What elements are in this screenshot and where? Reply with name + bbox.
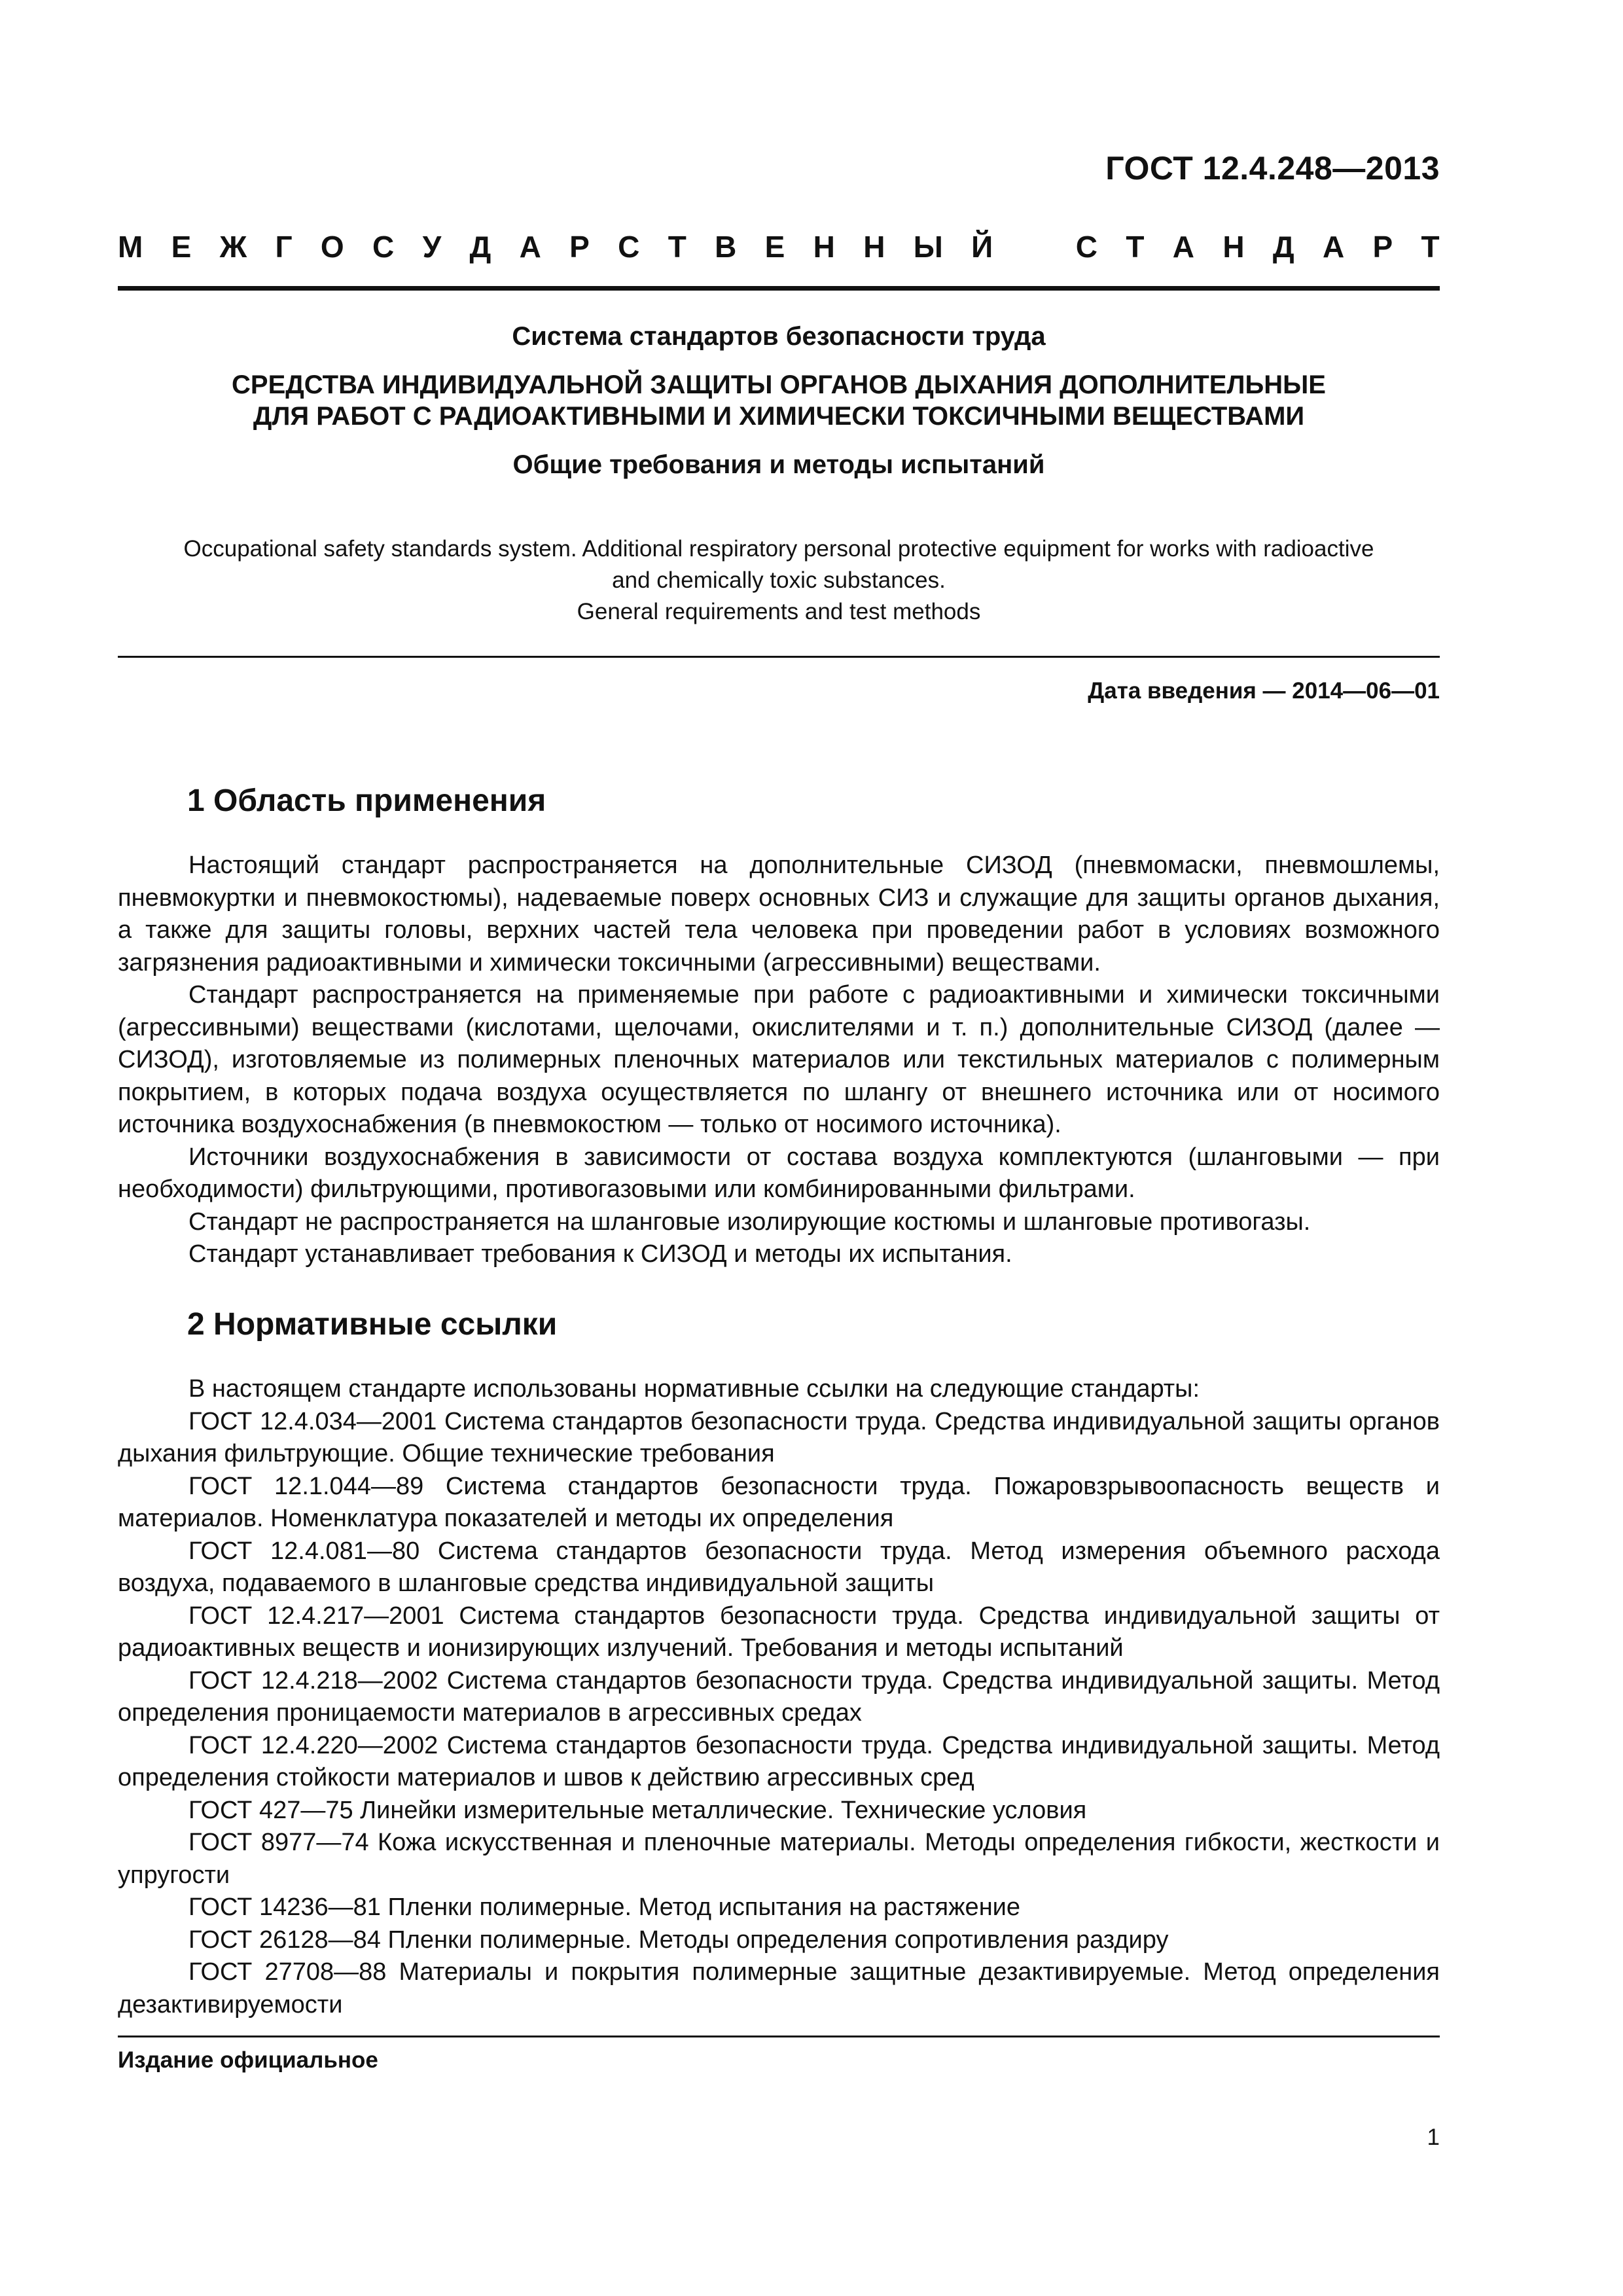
reference-item: ГОСТ 12.1.044—89 Система стандартов безопасности труда. Пожаровзрывоопасность веществ и материалов. Номенклатура показателей и методы их определения: [118, 1472, 1440, 1532]
reference-item: ГОСТ 14236—81 Пленки полимерные. Метод испытания на растяжение: [188, 1893, 1021, 1921]
doc-type-letter: С: [372, 230, 395, 264]
doc-type-letter: Е: [171, 230, 192, 264]
doc-type-letter: Н: [813, 230, 835, 264]
reference-item: ГОСТ 12.4.217—2001 Система стандартов безопасности труда. Средства индивидуальной защиты от радиоактивных веществ и ионизирующих излучений. Требования и методы испытаний: [118, 1602, 1440, 1662]
doc-type-letter: А: [519, 230, 541, 264]
section-2-body: [118, 1373, 1440, 2021]
paragraph: Стандарт устанавливает требования к СИЗОД и методы их испытания.: [188, 1240, 1012, 1268]
doc-type-letter: Е: [764, 230, 785, 264]
doc-type-letter: Д: [1272, 230, 1294, 264]
title-divider: [118, 656, 1440, 658]
paragraph: Настоящий стандарт распространяется на дополнительные СИЗОД (пневмомаски, пневмошлемы, пневмокуртки и пневмокостюмы), надеваемые поверх основных СИЗ и служащие для защиты органов дыхания, а также для защиты головы, верхних частей тела человека при проведении работ в условиях возможного загрязнения радиоактивными и химически токсичными (агрессивными) веществами.: [118, 852, 1440, 977]
doc-type-letter: Й: [971, 230, 993, 264]
english-title-line: General requirements and test methods: [577, 599, 981, 624]
main-title-line: СРЕДСТВА ИНДИВИДУАЛЬНОЙ ЗАЩИТЫ ОРГАНОВ ДЫХАНИЯ ДОПОЛНИТЕЛЬНЫЕ: [232, 370, 1326, 399]
doc-type-letter: Н: [1222, 230, 1245, 264]
section-2-heading: 2 Нормативные ссылки: [187, 1307, 558, 1342]
doc-type-letter: Ж: [219, 230, 247, 264]
edition-label: Издание официальное: [118, 2047, 378, 2073]
doc-type-letter: У: [422, 230, 442, 264]
doc-type-letter: Д: [469, 230, 491, 264]
word-gap: [1021, 229, 1047, 264]
reference-item: ГОСТ 27708—88 Материалы и покрытия полимерные защитные дезактивируемые. Метод определения дезактивируемости: [118, 1958, 1440, 2018]
doc-type-letter: Р: [1372, 230, 1393, 264]
reference-item: ГОСТ 26128—84 Пленки полимерные. Методы определения сопротивления раздиру: [188, 1926, 1169, 1954]
page-number: 1: [1427, 2125, 1440, 2150]
main-title-line: ДЛЯ РАБОТ С РАДИОАКТИВНЫМИ И ХИМИЧЕСКИ ТОКСИЧНЫМИ ВЕЩЕСТВАМИ: [253, 402, 1305, 431]
section-1-body: [118, 850, 1440, 1271]
paragraph: Стандарт не распространяется на шланговые изолирующие костюмы и шланговые противогазы.: [188, 1208, 1311, 1236]
paragraph: В настоящем стандарте использованы нормативные ссылки на следующие стандарты:: [188, 1375, 1200, 1403]
reference-item: ГОСТ 12.4.218—2002 Система стандартов безопасности труда. Средства индивидуальной защиты. Метод определения проницаемости материалов в агрессивных средах: [118, 1666, 1440, 1727]
doc-type-letter: Т: [668, 230, 687, 264]
section-1-heading: 1 Область применения: [187, 783, 546, 818]
subtitle: Общие требования и методы испытаний: [512, 450, 1045, 479]
reference-item: ГОСТ 12.4.034—2001 Система стандартов безопасности труда. Средства индивидуальной защиты органов дыхания фильтрующие. Общие технические требования: [118, 1407, 1440, 1467]
doc-type-letter: Н: [863, 230, 885, 264]
doc-type-letter: С: [618, 230, 640, 264]
doc-type-letter: Г: [275, 230, 293, 264]
header-divider: [118, 286, 1440, 291]
english-title-line: and chemically toxic substances.: [612, 567, 946, 593]
reference-item: ГОСТ 12.4.081—80 Система стандартов безопасности труда. Метод измерения объемного расхода воздуха, подаваемого в шланговые средства индивидуальной защиты: [118, 1537, 1440, 1597]
document-number: ГОСТ 12.4.248—2013: [1105, 150, 1440, 187]
english-title: [118, 533, 1440, 628]
doc-type-letter: О: [320, 230, 344, 264]
document-type-line: [118, 229, 1440, 264]
doc-type-letter: А: [1172, 230, 1194, 264]
footer-divider: [118, 2036, 1440, 2037]
reference-item: ГОСТ 12.4.220—2002 Система стандартов безопасности труда. Средства индивидуальной защиты. Метод определения стойкости материалов и швов к действию агрессивных сред: [118, 1731, 1440, 1791]
doc-type-letter: А: [1322, 230, 1345, 264]
reference-item: ГОСТ 427—75 Линейки измерительные металлические. Технические условия: [188, 1796, 1087, 1824]
english-title-line: Occupational safety standards system. Additional respiratory personal protective equipment for works with radioactive: [183, 536, 1374, 562]
doc-type-letter: Р: [569, 230, 590, 264]
reference-item: ГОСТ 8977—74 Кожа искусственная и пленочные материалы. Методы определения гибкости, жесткости и упругости: [118, 1829, 1440, 1889]
doc-type-letter: С: [1075, 230, 1098, 264]
doc-type-letter: М: [118, 230, 143, 264]
paragraph: Стандарт распространяется на применяемые при работе с радиоактивными и химически токсичными (агрессивными) веществами (кислотами, щелочами, окислителями и т. п.) дополнительные СИЗОД (далее — СИЗОД), изготовляемые из полимерных пленочных материалов или текстильных материалов с полимерным покрытием, в которых подача воздуха осуществляется по шлангу от внешнего источника или от носимого источника воздухоснабжения (в пневмокостюм — только от носимого источника).: [118, 981, 1440, 1138]
paragraph: Источники воздухоснабжения в зависимости от состава воздуха комплектуются (шланговыми — при необходимости) фильтрующими, противогазовыми или комбинированными фильтрами.: [118, 1143, 1440, 1203]
main-title: [118, 369, 1440, 432]
doc-type-letter: Ы: [913, 230, 943, 264]
title-block: [118, 321, 1440, 480]
doc-type-letter: Т: [1126, 230, 1145, 264]
doc-type-letter: В: [715, 230, 737, 264]
introduction-date: Дата введения — 2014—06—01: [1088, 678, 1440, 704]
doc-type-letter: Т: [1421, 230, 1440, 264]
standard-series-title: Система стандартов безопасности труда: [512, 322, 1046, 351]
document-page: [118, 0, 1440, 2296]
